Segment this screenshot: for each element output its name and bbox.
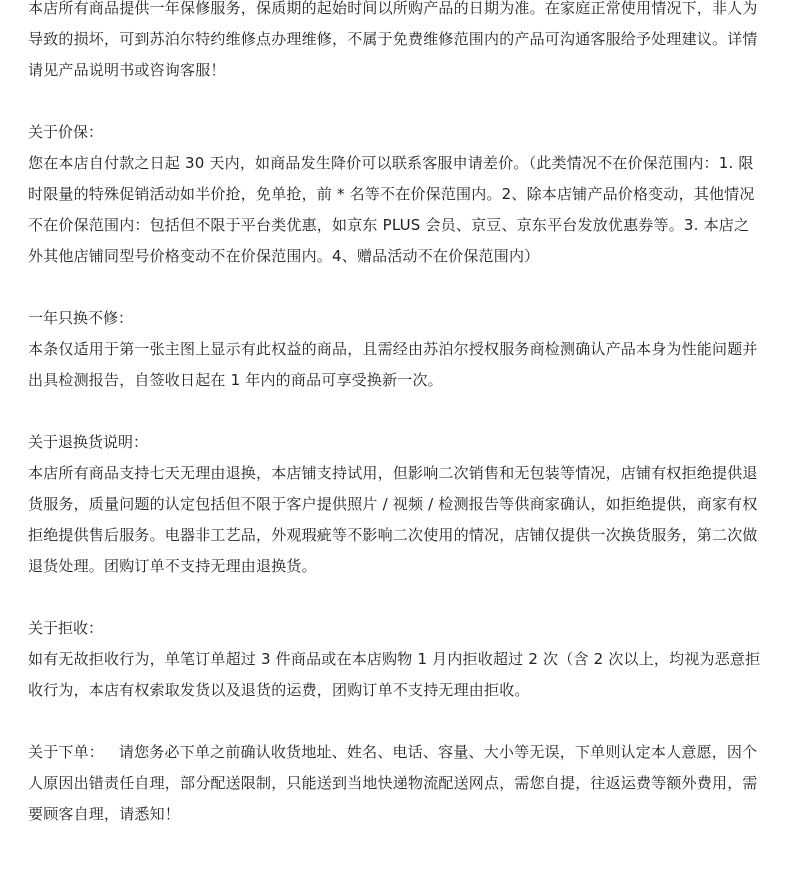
price-protection-paragraph: 您在本店自付款之日起 30 天内，如商品发生降价可以联系客服申请差价。（此类情况不在价保范围内：1. 限时限量的特殊促销活动如半价抢，免单抢，前 * 名等不在价保范围内。2、除本店铺产品价格变动，其他情况不在价保范围内：包括但不限于平台类优惠，如京东 PLUS 会员、京豆、京东平台发放优惠券等。3. 本店之外其他店铺同型号价格变动不在价保范围内。4、赠品活动不在价保范围内） <box>28 154 755 265</box>
policy-document <box>28 0 762 830</box>
returns-paragraph: 本店所有商品支持七天无理由退换，本店铺支持试用，但影响二次销售和无包装等情况，店铺有权拒绝提供退货服务，质量问题的认定包括但不限于客户提供照片 / 视频 / 检测报告等供商家确认，如拒绝提供，商家有权拒绝提供售后服务。电器非工艺品，外观瑕疵等不影响二次使用的情况，店铺仅提供一次换货服务，第二次做退货处理。团购订单不支持无理由退换货。 <box>28 464 758 575</box>
exchange-only-heading: 一年只换不修： <box>28 309 134 327</box>
section-spacer <box>28 86 762 117</box>
section-spacer <box>28 272 762 303</box>
price-protection-heading: 关于价保： <box>28 123 104 141</box>
refusal-paragraph: 如有无故拒收行为，单笔订单超过 3 件商品或在本店购物 1 月内拒收超过 2 次（含 2 次以上，均视为恶意拒收行为，本店有权索取发货以及退货的运费，团购订单不支持无理由拒收。 <box>28 650 761 699</box>
warranty-paragraph: 本店所有商品提供一年保修服务，保质期的起始时间以所购产品的日期为准。在家庭正常使用情况下，非人为导致的损坏，可到苏泊尔特约维修点办理维修，不属于免费维修范围内的产品可沟通客服给予处理建议。详情请见产品说明书或咨询客服！ <box>28 0 758 79</box>
refusal-heading: 关于拒收： <box>28 619 104 637</box>
exchange-only-paragraph: 本条仅适用于第一张主图上显示有此权益的商品，且需经由苏泊尔授权服务商检测确认产品本身为性能问题并出具检测报告，自签收日起在 1 年内的商品可享受换新一次。 <box>28 340 758 389</box>
returns-heading: 关于退换货说明： <box>28 433 149 451</box>
ordering-paragraph <box>28 737 762 830</box>
section-spacer <box>28 706 762 737</box>
section-spacer <box>28 582 762 613</box>
ordering-text: 请您务必下单之前确认收货地址、姓名、电话、容量、大小等无误，下单则认定本人意愿，因个人原因出错责任自理，部分配送限制，只能送到当地快递物流配送网点，需您自提，往返运费等额外费用，需要顾客自理，请悉知！ <box>28 743 758 823</box>
ordering-heading: 关于下单： <box>28 743 105 761</box>
section-spacer <box>28 396 762 427</box>
